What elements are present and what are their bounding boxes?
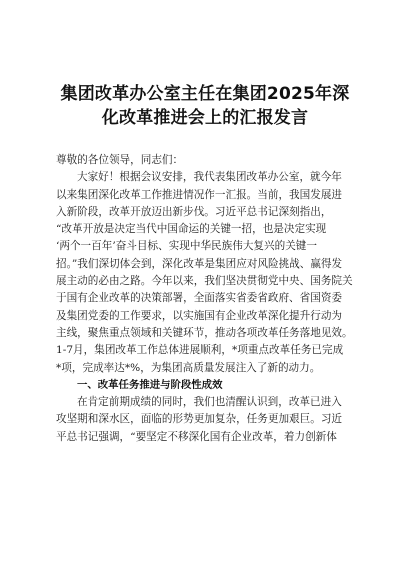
paragraph-line: 及集团党委的工作要求，以实施国有企业改革深化提升行动为	[56, 309, 343, 322]
paragraph-line: “改革开放是决定当代中国命运的关键一招，也是决定实现	[56, 223, 327, 236]
paragraph-line: 入新阶段，改革开放迈出新步伐。习近平总书记深刻指出，	[56, 205, 332, 218]
paragraph-line: 招。”我们深切体会到，深化改革是集团应对风险挑战、赢得发	[56, 257, 343, 270]
salutation: 尊敬的各位领导，同志们：	[56, 154, 184, 166]
section-line: 攻坚期和深水区，面临的形势更加复杂，任务更加艰巨。习近	[56, 413, 343, 426]
section-heading: 一、改革任务推进与阶段性成效	[77, 378, 223, 391]
section-line: 平总书记强调，“要坚定不移深化国有企业改革，着力创新体	[56, 430, 337, 443]
title-line-2: 化改革推进会上的汇报发言	[101, 108, 309, 128]
paragraph-line: 主线，聚焦重点领域和关键环节，推动各项改革任务落地见效。	[56, 326, 353, 339]
document-title	[44, 82, 366, 130]
title-line-1: 集团改革办公室主任在集团2025年深	[60, 84, 350, 104]
paragraph-line: 于国有企业改革的决策部署，全面落实省委省政府、省国资委	[56, 292, 343, 305]
paragraph-line: 大家好！根据会议安排，我代表集团改革办公室，就今年	[77, 171, 342, 184]
paragraph-line: *项，完成率达*%，为集团高质量发展注入了新的动力。	[56, 361, 321, 374]
section-line: 在肯定前期成绩的同时，我们也清醒认识到，改革已进入	[77, 396, 342, 409]
paragraph-line: 以来集团深化改革工作推进情况作一汇报。当前，我国发展进	[56, 188, 343, 201]
paragraph-line: ‘两个一百年’奋斗目标、实现中华民族伟大复兴的关键一	[56, 240, 317, 253]
paragraph-line: 1-7月，集团改革工作总体进展顺利，*项重点改革任务已完成	[56, 344, 344, 357]
paragraph-line: 展主动的必由之路。今年以来，我们坚决贯彻党中央、国务院关	[56, 275, 353, 288]
document-body	[56, 152, 362, 446]
